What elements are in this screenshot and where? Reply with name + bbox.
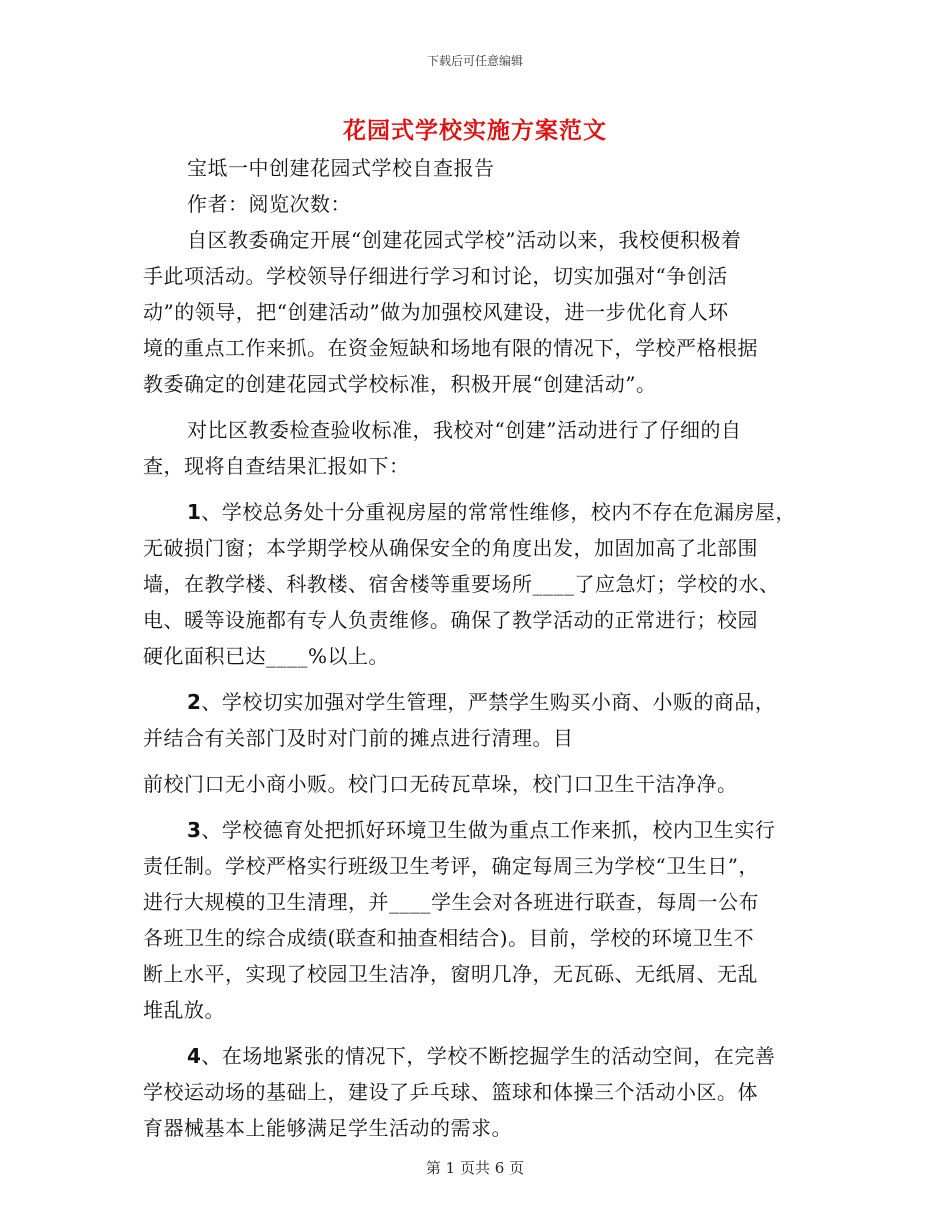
- paragraph-line: 动”的领导，把“创建活动”做为加强校风建设，进一步优化育人环: [143, 300, 729, 324]
- paragraph-line: 对比区教委检查验收标准，我校对“创建”活动进行了仔细的自: [187, 418, 742, 442]
- item-text: 、学校总务处十分重视房屋的常常性维修，校内不存在危漏房屋，: [201, 500, 796, 524]
- paragraph-line: 堆乱放。: [143, 998, 225, 1022]
- paragraph-line: [143, 812, 823, 848]
- item-text: 、在场地紧张的情况下，学校不断挖掘学生的活动空间，在完善: [201, 1044, 776, 1068]
- document-title: 花园式学校实施方案范文: [343, 117, 607, 144]
- paragraph-line: 自区教委确定开展“创建花园式学校”活动以来，我校便积极着: [187, 228, 742, 252]
- document-body: [143, 150, 823, 1146]
- paragraph-line: 墙，在教学楼、科教楼、宿舍楼等重要场所____了应急灯；学校的水、: [143, 572, 780, 596]
- paragraph-line: 断上水平，实现了校园卫生洁净，窗明几净，无瓦砾、无纸屑、无乱: [143, 962, 758, 986]
- paragraph-line: 各班卫生的综合成绩(联查和抽查相结合)。目前，学校的环境卫生不: [143, 926, 755, 950]
- paragraph-line: 电、暖等设施都有专人负责维修。确保了教学活动的正常进行；校园: [143, 608, 758, 632]
- paragraph-line: 育器械基本上能够满足学生活动的需求。: [143, 1116, 512, 1140]
- item-number: 3: [187, 818, 202, 842]
- item-number: 2: [187, 690, 202, 714]
- subtitle-line: 宝坻一中创建花园式学校自查报告: [187, 156, 495, 180]
- page-footer-number: 第 1 页共 6 页: [425, 1159, 525, 1177]
- paragraph-line: 进行大规模的卫生清理，并____学生会对各班进行联查，每周一公布: [143, 890, 759, 914]
- paragraph-line: 教委确定的创建花园式学校标准，积极开展“创建活动”。: [143, 372, 657, 396]
- item-text: 、学校切实加强对学生管理，严禁学生购买小商、小贩的商品，: [201, 690, 776, 714]
- author-line: 作者：阅览次数：: [187, 192, 351, 216]
- paragraph-line: 查，现将自查结果汇报如下：: [143, 454, 410, 478]
- paragraph-line: 学校运动场的基础上，建设了乒乓球、篮球和体操三个活动小区。体: [143, 1080, 758, 1104]
- page-header-note: 下载后可任意编辑: [426, 54, 523, 68]
- paragraph-line: 手此项活动。学校领导仔细进行学习和讨论，切实加强对“争创活: [143, 264, 728, 288]
- paragraph-line: [143, 684, 823, 720]
- paragraph-line: [143, 494, 823, 530]
- item-text: 、学校德育处把抓好环境卫生做为重点工作来抓，校内卫生实行: [201, 818, 776, 842]
- paragraph-line: [143, 1038, 823, 1074]
- paragraph-line: 硬化面积已达____%以上。: [143, 644, 390, 668]
- paragraph-line: 无破损门窗；本学期学校从确保安全的角度出发，加固加高了北部围: [143, 536, 758, 560]
- paragraph-line: 并结合有关部门及时对门前的摊点进行清理。目: [143, 726, 574, 750]
- item-number: 4: [187, 1044, 202, 1068]
- item-number: 1: [187, 500, 202, 524]
- paragraph-line: 责任制。学校严格实行班级卫生考评，确定每周三为学校“卫生日”，: [143, 854, 759, 878]
- paragraph-line: 前校门口无小商小贩。校门口无砖瓦草垛，校门口卫生干洁净净。: [143, 772, 738, 796]
- paragraph-line: 境的重点工作来抓。在资金短缺和场地有限的情况下，学校严格根据: [143, 336, 758, 360]
